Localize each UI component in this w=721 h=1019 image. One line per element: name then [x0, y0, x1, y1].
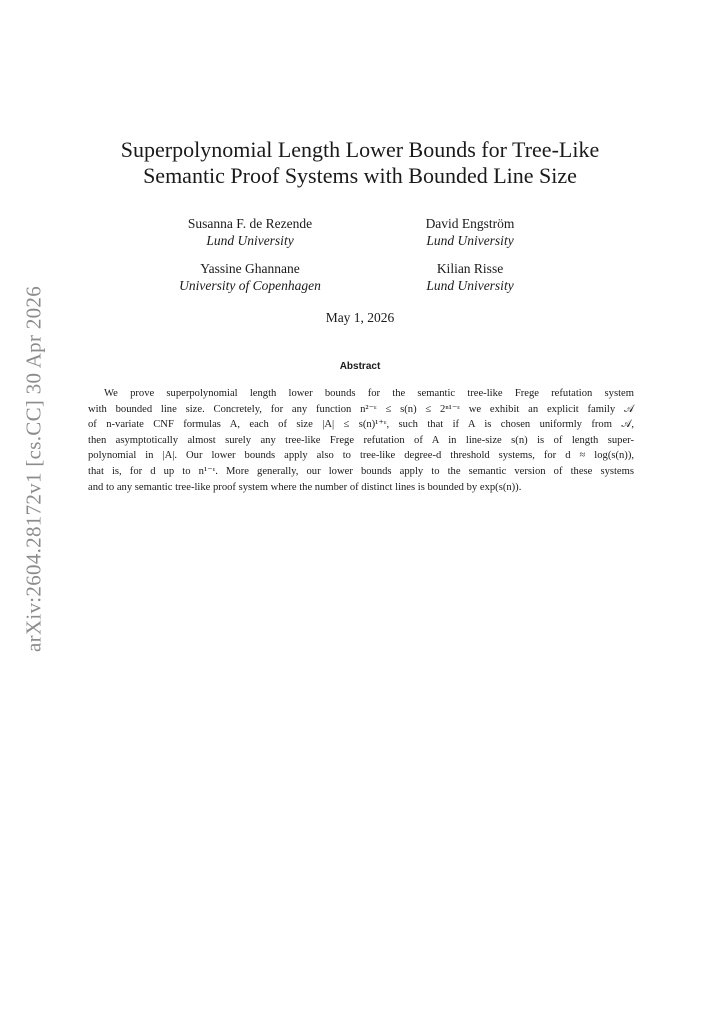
author-affiliation: Lund University: [206, 233, 294, 248]
author-affiliation: University of Copenhagen: [179, 278, 321, 293]
author-block: [350, 260, 590, 294]
abstract-line: that is, for d up to n¹⁻ᵋ. More generally, our lower bounds apply to the semantic version of these systems: [88, 465, 634, 477]
author-name: Susanna F. de Rezende: [187, 216, 313, 231]
author-name: Kilian Risse: [436, 261, 504, 276]
author-block: [130, 215, 370, 249]
author-affiliation: Lund University: [426, 233, 514, 248]
abstract-line: polynomial in |A|. Our lower bounds apply also to tree-like degree-d threshold systems, for d ≈ log(s(n)),: [88, 450, 634, 462]
abstract-line: We prove superpolynomial length lower bounds for the semantic tree-like Frege refutation system: [104, 388, 634, 399]
author-name: David Engström: [425, 216, 515, 231]
author-block: [350, 215, 590, 249]
author-name: Yassine Ghannane: [200, 261, 300, 276]
title-line: Superpolynomial Length Lower Bounds for Tree-Like: [120, 137, 600, 162]
abstract-line: with bounded line size. Concretely, for any function n²⁻ᵋ ≤ s(n) ≤ 2ⁿ¹⁻ᵋ we exhibit an explicit family 𝒜: [88, 403, 634, 415]
author-affiliation: Lund University: [426, 278, 514, 293]
publication-date: May 1, 2026: [325, 310, 395, 325]
arxiv-identifier-stamp: [12, 0, 56, 1019]
paper-title: [60, 137, 660, 189]
author-block: [130, 260, 370, 294]
abstract-line: and to any semantic tree-like proof system where the number of distinct lines is bounded by exp(s(n)).: [88, 481, 522, 493]
arxiv-identifier: arXiv:2604.28172v1 [cs.CC] 30 Apr 2026: [21, 285, 46, 653]
title-line: Semantic Proof Systems with Bounded Line Size: [143, 163, 577, 188]
abstract-body: [88, 386, 634, 495]
abstract-heading: Abstract: [339, 361, 381, 372]
abstract-line: of n-variate CNF formulas A, each of size |A| ≤ s(n)¹⁺ᵋ, such that if A is chosen uniformly from 𝒜,: [88, 419, 634, 431]
abstract-line: then asymptotically almost surely any tree-like Frege refutation of A in line-size s(n) is of length super-: [88, 434, 634, 446]
